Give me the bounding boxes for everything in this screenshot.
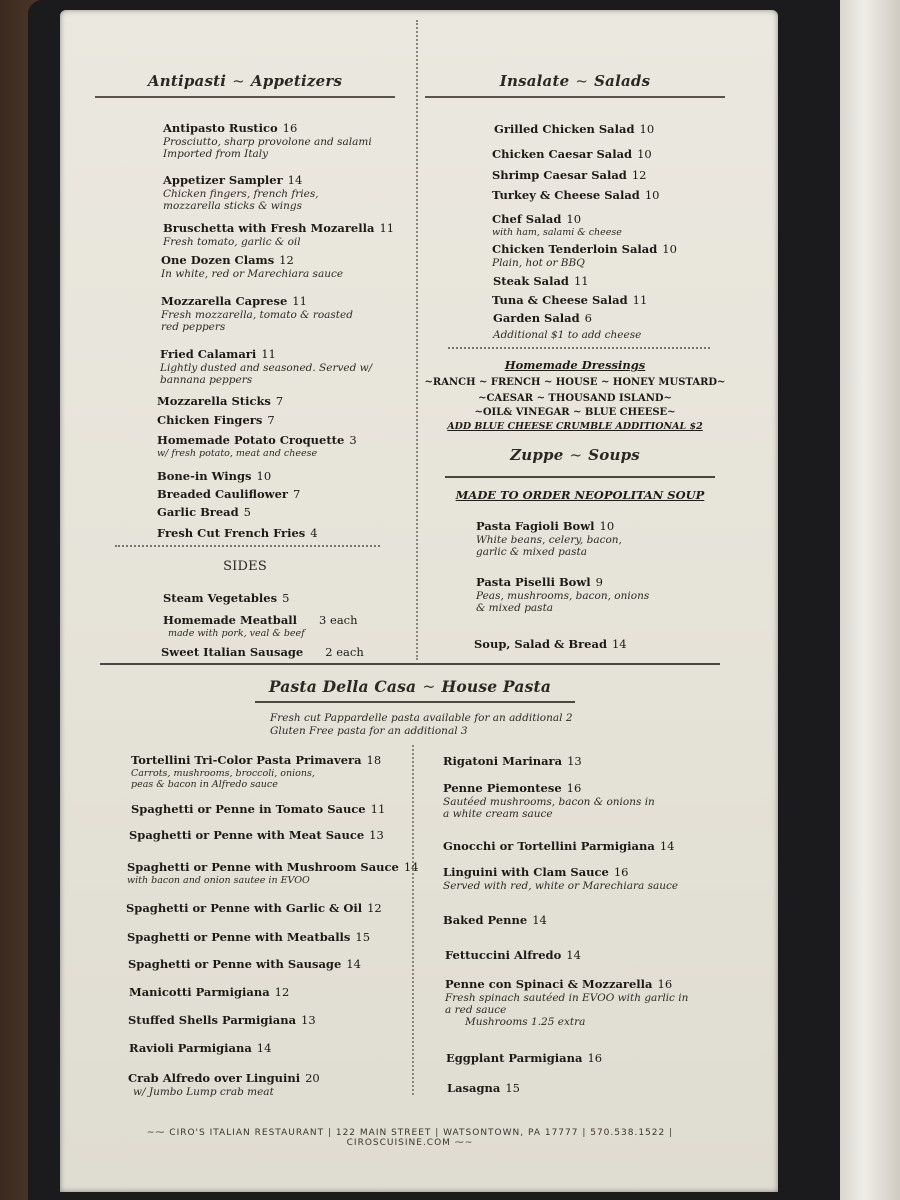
menu-item (492, 143, 652, 162)
menu-item (161, 249, 343, 280)
item-description: Plain, hot or BBQ (492, 257, 585, 269)
item-price: 18 (366, 753, 382, 767)
menu-item-line (492, 238, 677, 257)
heading-english: House Pasta (441, 677, 552, 696)
item-description: a white cream sauce (443, 808, 553, 820)
menu-item (163, 609, 358, 639)
item-description: peas & bacon in Alfredo sauce (131, 779, 278, 790)
item-price: 4 (310, 526, 318, 540)
zuppe-rule (445, 476, 715, 478)
item-name: Rigatoni Marinara (443, 754, 563, 768)
item-name: Chicken Tenderloin Salad (492, 242, 658, 256)
item-name: Garlic Bread (157, 505, 239, 519)
pasta-rule (255, 701, 575, 703)
menu-item (443, 835, 674, 854)
item-name: Homemade Potato Croquette (157, 433, 345, 447)
item-description: bannana peppers (160, 374, 253, 386)
menu-item-line (445, 944, 581, 963)
menu-item (443, 777, 655, 820)
menu-item-line (157, 429, 357, 448)
item-price: 11 (632, 293, 648, 307)
menu-item-line (493, 270, 589, 289)
item-price: 11 (261, 347, 276, 361)
menu-item-line (161, 249, 343, 268)
heading-italian: Pasta Della Casa (268, 677, 417, 696)
item-description: with ham, salami & cheese (492, 227, 622, 238)
item-name: Spaghetti or Penne with Garlic & Oil (126, 901, 363, 915)
menu-item (157, 483, 300, 502)
item-price: 10 (637, 147, 652, 161)
item-name: Spaghetti or Penne with Meat Sauce (129, 828, 365, 842)
zuppe-heading (425, 446, 725, 464)
item-price: 10 (662, 242, 677, 256)
item-description: Carrots, mushrooms, broccoli, onions, (131, 768, 315, 779)
item-price: 14 (287, 173, 303, 187)
sides-heading: SIDES (223, 559, 267, 574)
item-price: 10 (566, 212, 582, 226)
menu-item-line (157, 501, 251, 520)
item-name: Fettuccini Alfredo (445, 948, 562, 962)
item-name: Gnocchi or Tortellini Parmigiana (443, 839, 655, 853)
menu-item (163, 117, 372, 160)
menu-item-line (127, 856, 418, 875)
menu-item-line (492, 289, 647, 308)
menu-item (161, 641, 364, 660)
item-price: 10 (639, 122, 655, 136)
menu-item (492, 238, 677, 269)
dressings-divider (448, 347, 710, 349)
item-name: Bone-in Wings (157, 469, 252, 483)
item-price: 12 (367, 901, 382, 915)
item-price: 11 (379, 221, 395, 235)
item-price: 14 (346, 957, 361, 971)
item-description: garlic & mixed pasta (476, 546, 587, 558)
menu-item-line (492, 184, 659, 203)
item-price: 7 (275, 394, 284, 408)
item-description: a red sauce (445, 1004, 507, 1016)
footer-text: CIRO'S ITALIAN RESTAURANT | 122 MAIN STREET | WATSONTOWN, PA 17777 | 570.538.1522 | CIROSCUISINE.COM (169, 1128, 674, 1148)
item-name: Baked Penne (443, 913, 528, 927)
menu-item-line (447, 1077, 520, 1096)
item-price: 14 (403, 860, 419, 874)
menu-item-line (163, 609, 358, 628)
pasta-column-divider (412, 745, 414, 1095)
gluten-free-note: Gluten Free pasta for an additional 3 (270, 725, 468, 737)
menu-item-line (129, 1037, 271, 1056)
heading-italian: Antipasti (147, 72, 227, 90)
menu-item (492, 208, 622, 238)
item-description: Peas, mushrooms, bacon, onions (476, 590, 650, 602)
menu-item-line (131, 798, 385, 817)
menu-item-line (127, 926, 370, 945)
heading-english: Soups (588, 446, 640, 464)
soup-subheading: MADE TO ORDER NEOPOLITAN SOUP (455, 488, 705, 502)
item-name: Crab Alfredo over Linguini (128, 1071, 301, 1085)
item-name: Lasagna (447, 1081, 501, 1095)
item-name: Bruschetta with Fresh Mozarella (163, 221, 375, 235)
menu-item (129, 1037, 271, 1056)
heading-english: Appetizers (250, 72, 343, 90)
menu-item (163, 217, 394, 248)
menu-item (157, 390, 283, 409)
dressing-line: ~OIL& VINEGAR ~ BLUE CHEESE~ (474, 407, 676, 418)
menu-item (127, 926, 370, 945)
menu-item (443, 909, 547, 928)
menu-item (157, 522, 318, 541)
item-price: 14 (659, 839, 675, 853)
section-rule (425, 96, 725, 98)
menu-item-line (163, 587, 289, 606)
restaurant-footer (100, 1128, 720, 1148)
menu-item (476, 571, 649, 614)
item-description: Chicken fingers, french fries, (163, 188, 319, 200)
pappardelle-note: Fresh cut Pappardelle pasta available for an additional 2 (270, 712, 573, 724)
item-price: 13 (301, 1013, 316, 1027)
item-price: 10 (599, 519, 615, 533)
menu-item-line (443, 861, 678, 880)
menu-item-line (163, 117, 372, 136)
menu-item-line (126, 897, 382, 916)
item-name: Soup, Salad & Bread (474, 637, 607, 651)
flourish-icon: ~⁓ (146, 1128, 170, 1138)
menu-item (160, 343, 372, 386)
menu-item-line (443, 750, 582, 769)
menu-item-line (476, 515, 622, 534)
heading-english: Salads (594, 72, 651, 90)
menu-item-line (446, 1047, 602, 1066)
item-price: 9 (595, 575, 603, 589)
menu-item-line (157, 522, 318, 541)
item-price: 13 (567, 754, 582, 768)
item-name: Pasta Piselli Bowl (476, 575, 591, 589)
menu-item-line (445, 973, 688, 992)
menu-item-line (492, 164, 646, 183)
menu-item-line (163, 217, 394, 236)
item-name: Spaghetti or Penne with Mushroom Sauce (127, 860, 399, 874)
menu-item-line (492, 143, 652, 162)
menu-item (128, 1067, 320, 1098)
menu-item (131, 798, 385, 817)
menu-item (157, 409, 275, 428)
menu-item (443, 861, 678, 892)
item-name: Mozzarella Caprese (161, 294, 288, 308)
menu-item-line (443, 909, 547, 928)
item-name: Ravioli Parmigiana (129, 1041, 252, 1055)
menu-item-line (443, 835, 674, 854)
item-price: 7 (267, 413, 275, 427)
item-name: Tortellini Tri-Color Pasta Primavera (131, 753, 362, 767)
item-price: 16 (566, 781, 582, 795)
menu-item (163, 587, 289, 606)
menu-item-line (157, 409, 275, 428)
item-name: Eggplant Parmigiana (446, 1051, 583, 1065)
section-divider (100, 663, 720, 665)
menu-item (128, 953, 361, 972)
item-name: Shrimp Caesar Salad (492, 168, 627, 182)
swirl-ornament: ~ (232, 72, 245, 90)
blue-cheese-note: ADD BLUE CHEESE CRUMBLE ADDITIONAL $2 (447, 421, 703, 432)
sides-divider (115, 545, 380, 547)
item-name: Spaghetti or Penne with Sausage (128, 957, 342, 971)
item-price: 20 (305, 1071, 320, 1085)
item-name: Sweet Italian Sausage (161, 645, 304, 659)
swirl-ornament: ~ (569, 446, 583, 464)
menu-item-line (161, 641, 364, 660)
item-price: 11 (573, 274, 589, 288)
item-name: Steam Vegetables (163, 591, 278, 605)
item-description: made with pork, veal & beef (168, 628, 305, 639)
menu-item-line (128, 1009, 316, 1028)
menu-item-line (161, 290, 353, 309)
item-description: Fresh mozzarella, tomato & roasted (161, 309, 353, 321)
flourish-icon: ⁓~ (450, 1138, 474, 1148)
menu-item-line (131, 749, 381, 768)
item-price: 12 (279, 253, 294, 267)
dressing-line: ~RANCH ~ FRENCH ~ HOUSE ~ HONEY MUSTARD~ (424, 377, 726, 388)
item-name: Penne Piemontese (443, 781, 562, 795)
menu-item (131, 749, 381, 790)
item-price: 10 (644, 188, 660, 202)
menu-item-line (129, 981, 289, 1000)
menu-item-line (443, 777, 655, 796)
item-name: Chef Salad (492, 212, 562, 226)
item-description: mozzarella sticks & wings (163, 200, 302, 212)
item-price: 16 (282, 121, 298, 135)
menu-item (493, 307, 592, 326)
item-price: 14 (256, 1041, 272, 1055)
menu-item-line (160, 343, 372, 362)
item-price: 14 (532, 913, 547, 927)
salad-cheese-note: Additional $1 to add cheese (493, 329, 642, 341)
menu-item (163, 169, 319, 212)
item-price: 10 (256, 469, 272, 483)
pasta-heading (120, 677, 700, 696)
facing-page (840, 0, 900, 1200)
menu-item-line (493, 307, 592, 326)
item-price: 3 (349, 433, 357, 447)
menu-item-line (128, 1067, 320, 1086)
item-name: One Dozen Clams (161, 253, 275, 267)
item-description: Sautéed mushrooms, bacon & onions in (443, 796, 655, 808)
menu-item (157, 465, 271, 484)
item-name: Spaghetti or Penne in Tomato Sauce (131, 802, 366, 816)
item-description: Fresh tomato, garlic & oil (163, 236, 301, 248)
item-name: Linguini with Clam Sauce (443, 865, 609, 879)
menu-item (474, 633, 627, 652)
item-price: 16 (587, 1051, 603, 1065)
item-description: with bacon and onion sautee in EVOO (127, 875, 310, 886)
item-name: Penne con Spinaci & Mozzarella (445, 977, 653, 991)
item-price: 5 (243, 505, 251, 519)
heading-italian: Insalate (499, 72, 570, 90)
menu-item-line (163, 169, 319, 188)
menu-item (129, 824, 384, 843)
menu-item-line (129, 824, 384, 843)
item-description: White beans, celery, bacon, (476, 534, 622, 546)
item-description: Fresh spinach sautéed in EVOO with garlic in (445, 992, 689, 1004)
menu-item-line (128, 953, 361, 972)
menu-item (445, 973, 688, 1028)
menu-item (161, 290, 353, 333)
menu-item (492, 184, 659, 203)
item-name: Mozzarella Sticks (157, 394, 271, 408)
item-name: Turkey & Cheese Salad (492, 188, 640, 202)
item-description: Mushrooms 1.25 extra (465, 1016, 586, 1028)
menu-item (492, 289, 647, 308)
menu-item (128, 1009, 316, 1028)
item-name: Steak Salad (493, 274, 569, 288)
insalate-heading (425, 72, 725, 90)
item-price: 16 (613, 865, 629, 879)
menu-item (492, 164, 646, 183)
menu-item (126, 897, 382, 916)
item-name: Chicken Fingers (157, 413, 263, 427)
item-name: Breaded Cauliflower (157, 487, 288, 501)
item-price: 15 (355, 930, 371, 944)
swirl-ornament: ~ (575, 72, 589, 90)
item-price: 2 each (325, 645, 364, 659)
item-price: 3 each (319, 613, 358, 627)
menu-item-line (157, 390, 283, 409)
item-name: Fried Calamari (160, 347, 257, 361)
item-price: 7 (292, 487, 301, 501)
menu-item (157, 501, 251, 520)
item-description: Prosciutto, sharp provolone and salami (163, 136, 372, 148)
menu-item-line (474, 633, 627, 652)
item-name: Spaghetti or Penne with Meatballs (127, 930, 351, 944)
antipasti-section (95, 72, 395, 108)
item-name: Homemade Meatball (163, 613, 298, 627)
item-price: 15 (505, 1081, 520, 1095)
menu-item (476, 515, 622, 558)
item-description: w/ fresh potato, meat and cheese (157, 448, 318, 459)
item-name: Pasta Fagioli Bowl (476, 519, 595, 533)
section-rule (95, 96, 395, 98)
column-divider (416, 20, 418, 660)
item-price: 11 (370, 802, 386, 816)
item-name: Antipasto Rustico (163, 121, 278, 135)
item-name: Fresh Cut French Fries (157, 526, 306, 540)
item-name: Tuna & Cheese Salad (492, 293, 628, 307)
insalate-section (425, 72, 725, 108)
antipasti-heading (95, 72, 395, 90)
item-price: 13 (369, 828, 384, 842)
menu-item-line (157, 465, 271, 484)
menu-item (445, 944, 581, 963)
item-name: Chicken Caesar Salad (492, 147, 633, 161)
item-price: 14 (611, 637, 627, 651)
dressing-line: ~CAESAR ~ THOUSAND ISLAND~ (478, 393, 672, 404)
item-description: & mixed pasta (476, 602, 554, 614)
item-name: Grilled Chicken Salad (494, 122, 635, 136)
item-price: 14 (566, 948, 581, 962)
item-description: Served with red, white or Marechiara sauce (443, 880, 679, 892)
item-description: Imported from Italy (163, 148, 269, 160)
menu-item-line (157, 483, 300, 502)
menu-item (446, 1047, 602, 1066)
menu-item (129, 981, 289, 1000)
item-price: 16 (657, 977, 673, 991)
item-price: 5 (282, 591, 290, 605)
item-description: w/ Jumbo Lump crab meat (133, 1086, 274, 1098)
menu-item (443, 750, 582, 769)
item-name: Manicotti Parmigiana (129, 985, 270, 999)
item-description: Lightly dusted and seasoned. Served w/ (160, 362, 373, 374)
menu-item-line (494, 118, 654, 137)
menu-item-line (492, 208, 622, 227)
item-name: Stuffed Shells Parmigiana (128, 1013, 297, 1027)
item-description: In white, red or Marechiara sauce (161, 268, 344, 280)
menu-item (127, 856, 418, 886)
item-price: 11 (292, 294, 307, 308)
item-name: Garden Salad (493, 311, 580, 325)
item-price: 6 (584, 311, 592, 325)
dressings-heading: Homemade Dressings (504, 358, 646, 372)
item-price: 12 (631, 168, 647, 182)
heading-italian: Zuppe (510, 446, 564, 464)
menu-item-line (476, 571, 649, 590)
menu-item (494, 118, 654, 137)
swirl-ornament: ~ (422, 678, 436, 696)
item-price: 12 (274, 985, 290, 999)
item-description: red peppers (161, 321, 226, 333)
menu-item (493, 270, 589, 289)
menu-item (447, 1077, 520, 1096)
menu-item (157, 429, 357, 459)
item-name: Appetizer Sampler (163, 173, 283, 187)
